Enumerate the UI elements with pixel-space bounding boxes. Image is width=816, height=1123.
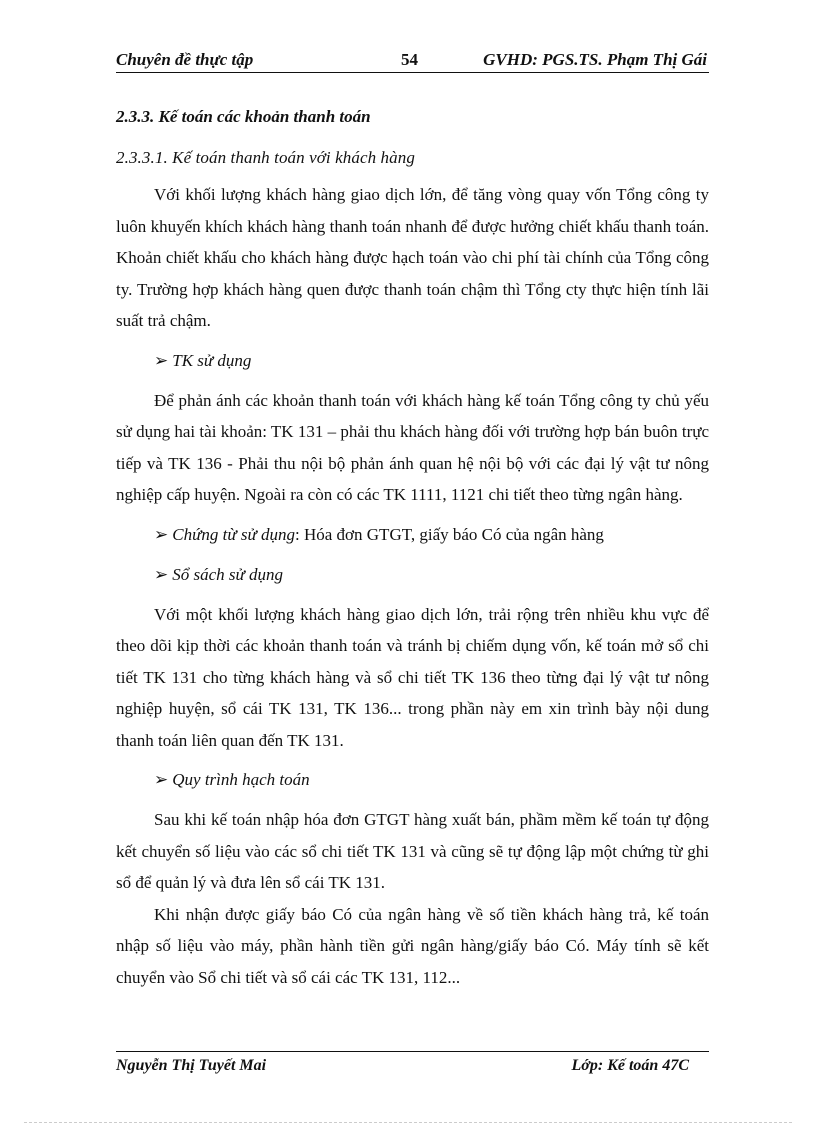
page-footer — [116, 1051, 709, 1078]
paragraph-ledgers: Với một khối lượng khách hàng giao dịch lớn, trải rộng trên nhiều khu vực để theo dõi kịp thời các khoản thanh toán và tránh bị chiếm dụng vốn, kế toán mở sổ chi tiết TK 131 cho từng khách hàng và sổ chi tiết TK 136 theo từng đại lý vật tư nông nghiệp huyện, sổ cái TK 131, TK 136... trong phần này em xin trình bày nội dung thanh toán liên quan đến TK 131. — [116, 604, 709, 750]
arrow-bullet-icon: ➢ — [154, 350, 169, 370]
arrow-bullet-icon: ➢ — [154, 770, 169, 789]
page-number: 54 — [401, 50, 418, 69]
header-advisor: GVHD: PGS.TS. Phạm Thị Gái — [483, 50, 707, 69]
bullet-text: : Hóa đơn GTGT, giấy báo Có của ngân hàng — [295, 524, 604, 544]
subsection-heading: 2.3.3.1. Kế toán thanh toán với khách hàng — [116, 148, 415, 167]
bullet-quy-trinh — [116, 764, 709, 795]
arrow-bullet-icon: ➢ — [154, 564, 169, 584]
footer-class: Lớp: Kế toán 47C — [571, 1057, 689, 1074]
bullet-so-sach — [116, 559, 709, 590]
paragraph-process: Sau khi kế toán nhập hóa đơn GTGT hàng xuất bán, phầm mềm kế toán tự động kết chuyển số liệu vào các sổ chi tiết TK 131 và cũng sẽ tự động lập một chứng từ ghi sổ để quản lý và đưa lên sổ cái TK 131. — [116, 810, 709, 892]
bullet-label: Sổ sách sử dụng — [172, 564, 284, 584]
footer-author: Nguyễn Thị Tuyết Mai — [116, 1057, 267, 1074]
bullet-label: TK sử dụng — [172, 350, 252, 370]
bullet-label: Quy trình hạch toán — [172, 770, 310, 789]
paragraph-accounts: Để phản ánh các khoản thanh toán với khách hàng kế toán Tổng công ty chủ yếu sử dụng hai tài khoản: TK 131 – phải thu khách hàng đối với trường hợp bán buôn trực tiếp và TK 136 - Phải thu nội bộ phản ánh quan hệ nội bộ với các đại lý vật tư nông nghiệp cấp huyện. Ngoài ra còn có các TK 1111, 1121 chi tiết theo từng ngân hàng. — [116, 390, 709, 504]
bullet-label: Chứng từ sử dụng — [172, 524, 295, 544]
header-title: Chuyên đề thực tập — [116, 50, 254, 69]
paragraph-bank-notice: Khi nhận được giấy báo Có của ngân hàng về số tiền khách hàng trả, kế toán nhập số liệu vào máy, phần hành tiền gửi ngân hàng/giấy báo Có. Máy tính sẽ kết chuyển vào Sổ chi tiết và sổ cái các TK 131, 112... — [116, 904, 709, 987]
bullet-tk-su-dung — [116, 345, 709, 376]
bullet-chung-tu — [116, 519, 709, 550]
paragraph-intro: Với khối lượng khách hàng giao dịch lớn, để tăng vòng quay vốn Tổng công ty luôn khuyến khích khách hàng thanh toán nhanh để được hưởng chiết khấu thanh toán. Khoản chiết khấu cho khách hàng được hạch toán vào chi phí tài chính của Tổng công ty. Trường hợp khách hàng quen được thanh toán chậm thì Tổng cty thực hiện tính lãi suất trả chậm. — [116, 185, 709, 330]
page-header — [116, 48, 709, 73]
arrow-bullet-icon: ➢ — [154, 524, 169, 544]
page-body — [116, 103, 709, 1001]
section-heading: 2.3.3. Kế toán các khoản thanh toán — [116, 107, 371, 126]
